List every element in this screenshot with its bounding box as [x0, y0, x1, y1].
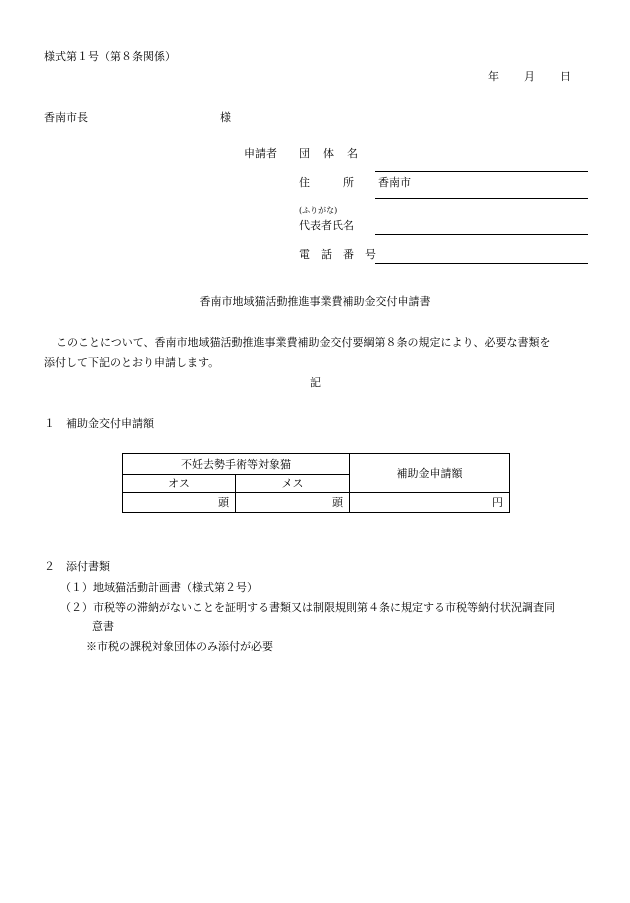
- section1-heading: １ 補助金交付申請額: [44, 417, 154, 430]
- phone-label: 電 話 番 号: [299, 248, 376, 261]
- subsidy-amount-table: [122, 453, 510, 513]
- date-month-label: 月: [524, 70, 535, 83]
- section2-heading: ２ 添付書類: [44, 560, 110, 573]
- attachment-item-2-line1: （２）市税等の滞納がないことを証明する書類又は制限規則第４条に規定する市税等納付状況調査同: [60, 601, 555, 614]
- addressee-name: 香南市長: [44, 111, 88, 124]
- group-name-label: 団 体 名: [299, 147, 359, 160]
- attachment-item-2-line2: 意書: [92, 620, 114, 633]
- body-paragraph-line2: 添付して下記のとおり申請します。: [44, 356, 220, 369]
- table-cell-female-count: 頭: [236, 493, 350, 513]
- address-label: 住 所: [299, 176, 354, 189]
- table-cell-subsidy-amount: 円: [350, 493, 510, 513]
- table-col-male: オス: [123, 475, 236, 493]
- table-cell-male-count: 頭: [123, 493, 236, 513]
- table-col-female: メス: [236, 475, 350, 493]
- address-value: 香南市: [378, 176, 411, 189]
- attachment-item-1: （１）地域猫活動計画書（様式第２号）: [60, 581, 258, 594]
- document-title: 香南市地域猫活動推進事業費補助金交付申請書: [199, 295, 431, 308]
- representative-underline: [375, 234, 588, 235]
- date-year-label: 年: [488, 70, 499, 83]
- applicant-label: 申請者: [244, 147, 277, 160]
- addressee-honorific: 様: [220, 111, 231, 124]
- table-header-target-cats: 不妊去勢手術等対象猫: [123, 454, 350, 475]
- body-paragraph-line1: このことについて、香南市地域猫活動推進事業費補助金交付要綱第８条の規定により、必要な書類を: [56, 336, 551, 349]
- furigana-label: (ふりがな): [299, 206, 338, 215]
- table-header-subsidy-amount: 補助金申請額: [350, 454, 510, 493]
- attachment-note: ※市税の課税対象団体のみ添付が必要: [86, 640, 273, 653]
- phone-underline: [375, 263, 588, 264]
- date-day-label: 日: [560, 70, 571, 83]
- ki-mark: 記: [310, 376, 321, 389]
- group-name-underline: [375, 171, 588, 172]
- representative-label: 代表者氏名: [299, 219, 354, 232]
- form-number: 様式第１号（第８条関係）: [44, 50, 176, 63]
- address-underline: [375, 198, 588, 199]
